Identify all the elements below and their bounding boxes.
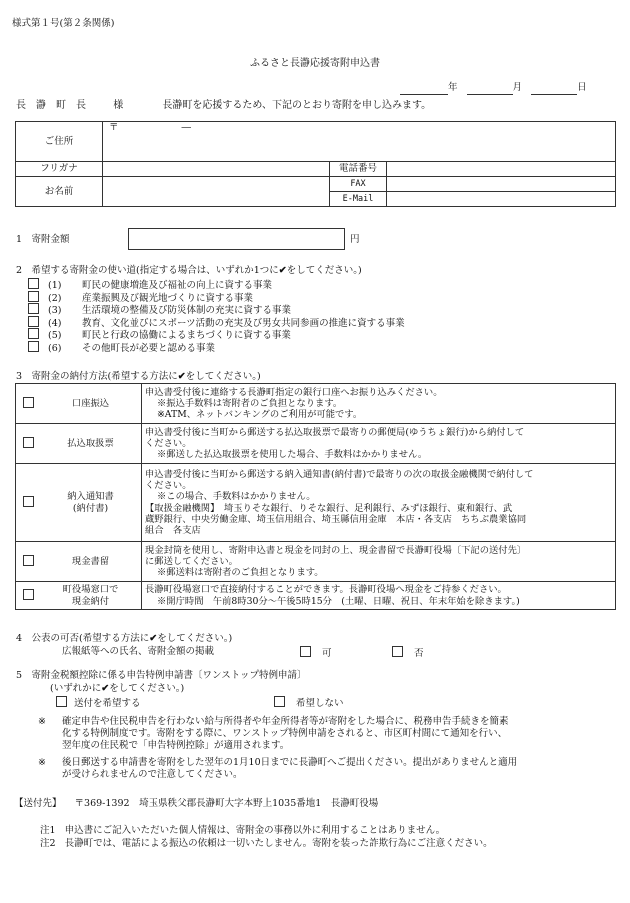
desc-line: 現金封筒を使用し、寄附申込書と現金を同封の上、現金書留で長瀞町役場〔下記の送付先〕 xyxy=(145,544,527,556)
day-label: 日 xyxy=(577,82,587,93)
onestop-note-2 xyxy=(38,757,517,781)
checkbox[interactable] xyxy=(28,303,39,314)
desc-line: ※開庁時間 午前8時30分～午後5時15分 (土曜、日曜、祝日、年末年始を除きます。) xyxy=(157,595,520,607)
addressee-line xyxy=(16,100,431,113)
usage-heading xyxy=(16,265,362,277)
usage-item-text: 生活環境の整備及び防災体制の充実に資する事業 xyxy=(82,305,292,316)
day-field[interactable] xyxy=(531,82,577,95)
usage-item-num: (4) xyxy=(48,317,62,329)
payment-method-desc xyxy=(142,384,616,424)
payment-method-name xyxy=(40,464,142,542)
payment-method-name: 現金書留 xyxy=(40,542,142,582)
onestop-sub-text: (いずれかに xyxy=(50,683,102,694)
payment-method-desc xyxy=(142,542,616,582)
payment-table xyxy=(15,383,616,610)
payment-row-postal[interactable] xyxy=(16,424,616,464)
note-mark: ※ xyxy=(38,757,46,768)
phone-field[interactable] xyxy=(387,162,616,177)
check-mark-icon: ✔ xyxy=(101,683,110,694)
desc-line: 申込書受付後に当町から郵送する納入通知書(納付書)で最寄りの次の取扱金融機関で納付して xyxy=(145,468,534,480)
furigana-field[interactable] xyxy=(103,162,330,177)
publication-heading-tail: をしてください。) xyxy=(157,633,233,644)
onestop-sub xyxy=(50,683,184,695)
usage-item-1[interactable] xyxy=(28,278,405,291)
usage-item-6[interactable] xyxy=(28,341,405,354)
amount-label: 1 寄附金額 xyxy=(16,234,70,245)
applicant-table xyxy=(15,121,616,207)
checkbox[interactable] xyxy=(28,316,39,327)
desc-line: ※この場合、手数料はかかりません。 xyxy=(157,491,316,503)
payment-heading-text: 3 寄附金の納付方法(希望する方法に xyxy=(16,371,178,382)
intro-text: 長瀞町を応援するため、下記のとおり寄附を申し込みます。 xyxy=(162,100,432,111)
usage-item-4[interactable] xyxy=(28,316,405,329)
payment-method-name xyxy=(40,582,142,610)
no-label: 希望しない xyxy=(296,698,344,709)
email-field[interactable] xyxy=(387,192,616,207)
amount-unit: 円 xyxy=(350,234,360,245)
addressee-label: 長 瀞 町 長 xyxy=(16,100,86,111)
name-field[interactable] xyxy=(103,177,330,207)
check-mark-icon: ✔ xyxy=(278,265,287,276)
payment-checkbox[interactable] xyxy=(16,424,41,464)
usage-item-2[interactable] xyxy=(28,291,405,304)
fax-field[interactable] xyxy=(387,177,616,192)
postal-mark: 〒 xyxy=(109,122,119,133)
note-line: 後日郵送する申請書を寄附をした翌年の1月10日までに長瀞町へご提出ください。提出がありませんと適用 xyxy=(62,757,518,768)
usage-heading-tail: をしてください。) xyxy=(286,265,362,276)
desc-line: 組合 各支店 xyxy=(145,525,201,537)
desc-line: ください。 xyxy=(145,437,192,449)
usage-item-3[interactable] xyxy=(28,303,405,316)
year-label: 年 xyxy=(448,82,458,93)
footnote-1 xyxy=(40,825,445,837)
onestop-no-option[interactable] xyxy=(274,696,344,710)
usage-item-num: (2) xyxy=(48,292,62,304)
desc-line: 蔵野銀行、中央労働金庫、埼玉信用組合、埼玉縣信用金庫 本店・各支店 ちちぶ農業協同 xyxy=(145,513,527,525)
usage-item-text: 教育、文化並びにスポーツ活動の充実及び男女共同参画の推進に資する事業 xyxy=(82,317,405,329)
postal-dash: ― xyxy=(181,122,192,133)
usage-item-text: 町民の健康増進及び福祉の向上に資する事業 xyxy=(82,280,273,291)
payment-row-transfer[interactable] xyxy=(16,384,616,424)
usage-item-text: 産業振興及び観光地づくりに資する事業 xyxy=(82,292,254,304)
onestop-note-1 xyxy=(38,716,509,752)
desc-line: ※郵送した払込取扱票を使用した場合、手数料はかかりません。 xyxy=(157,449,428,461)
page-title: ふるさと長瀞応援寄附申込書 xyxy=(250,58,380,69)
publication-yes-option[interactable] xyxy=(300,646,332,660)
month-field[interactable] xyxy=(467,82,513,95)
usage-item-num: (1) xyxy=(48,280,62,291)
payment-method-desc xyxy=(142,464,616,542)
usage-item-num: (5) xyxy=(48,330,62,341)
name-label: お名前 xyxy=(16,177,103,207)
address-label: ご住所 xyxy=(16,122,103,162)
payment-checkbox[interactable] xyxy=(16,464,41,542)
publication-heading xyxy=(16,633,232,645)
payment-row-cash-mail[interactable] xyxy=(16,542,616,582)
usage-item-5[interactable] xyxy=(28,328,405,341)
method-name-line: 納入通知書 xyxy=(67,491,114,503)
note-line: が受けられませんので注意してください。 xyxy=(62,768,243,780)
method-name-line: 現金納付 xyxy=(71,595,110,607)
payment-row-notice[interactable] xyxy=(16,464,616,542)
desc-line: 申込書受付後に当町から郵送する払込取扱票で最寄りの郵便局(ゆうちょ銀行)から納付して xyxy=(145,426,525,438)
payment-heading xyxy=(16,371,261,383)
publication-no-option[interactable] xyxy=(392,646,424,660)
checkbox[interactable] xyxy=(28,291,39,302)
usage-item-num: (3) xyxy=(48,305,62,316)
checkbox[interactable] xyxy=(28,341,39,352)
amount-field[interactable] xyxy=(128,228,345,250)
footnote-label: 注1 xyxy=(40,825,56,836)
form-number: 様式第１号(第２条関係) xyxy=(12,18,115,29)
phone-label: 電話番号 xyxy=(330,162,387,177)
method-name-line: 町役場窓口で xyxy=(62,584,119,596)
publication-heading-text: 4 公表の可否(希望する方法に xyxy=(16,633,150,644)
furigana-label: フリガナ xyxy=(16,162,103,177)
desc-line: に郵送してください。 xyxy=(145,555,238,567)
payment-method-name: 払込取扱票 xyxy=(40,424,142,464)
payment-row-window[interactable] xyxy=(16,582,616,610)
checkbox[interactable] xyxy=(28,278,39,289)
payment-method-desc xyxy=(142,424,616,464)
footnote-text: 申込書にご記入いただいた個人情報は、寄附金の事務以外に利用することはありません。 xyxy=(64,825,446,836)
send-to xyxy=(14,798,378,810)
usage-item-num: (6) xyxy=(48,342,62,354)
yes-label: 可 xyxy=(322,648,332,659)
payment-checkbox[interactable] xyxy=(16,542,41,582)
desc-line: 【取扱金融機関】 埼玉りそな銀行、りそな銀行、足利銀行、みずほ銀行、東和銀行、武 xyxy=(145,502,513,514)
yes-label: 送付を希望する xyxy=(74,698,141,709)
send-to-label: 【送付先】 xyxy=(14,798,62,809)
publication-item: 広報紙等への氏名、寄附金額の掲載 xyxy=(62,646,215,657)
address-field[interactable] xyxy=(103,122,616,162)
payment-method-desc xyxy=(142,582,616,610)
desc-line: 申込書受付後に連絡する長瀞町指定の銀行口座へお振り込みください。 xyxy=(145,386,443,398)
check-mark-icon: ✔ xyxy=(177,371,186,382)
note-line: 化する特例制度です。寄附をする際に、ワンストップ特例申請をされると、市区町村間にて通知を行い、 xyxy=(62,727,508,739)
payment-checkbox[interactable] xyxy=(16,384,41,424)
check-mark-icon: ✔ xyxy=(149,633,158,644)
month-label: 月 xyxy=(512,82,523,93)
desc-line: ※振込手数料は寄附者のご負担となります。 xyxy=(157,397,343,409)
footnote-label: 注2 xyxy=(40,838,56,849)
onestop-yes-option[interactable] xyxy=(56,696,141,710)
payment-heading-tail: をしてください。) xyxy=(185,371,261,382)
footnote-text: 長瀞町では、電話による振込の依頼は一切いたしません。寄附を装った詐欺行為にご注意ください。 xyxy=(64,838,493,849)
addressee-sama: 様 xyxy=(113,100,124,111)
payment-method-name: 口座振込 xyxy=(40,384,142,424)
method-name-line: (納付書) xyxy=(72,502,109,514)
onestop-sub-tail: をしてください。) xyxy=(109,683,185,694)
email-label: E-Mail xyxy=(330,192,387,207)
payment-checkbox[interactable] xyxy=(16,582,41,610)
fax-label: FAX xyxy=(330,177,387,192)
note-mark: ※ xyxy=(38,716,46,727)
no-label: 否 xyxy=(414,648,424,659)
desc-line: 長瀞町役場窓口で直接納付することができます。長瀞町役場へ現金をご持参ください。 xyxy=(145,584,507,596)
note-line: 確定申告や住民税申告を行わない給与所得者や年金所得者等が寄附をした場合に、税務申告手続きを簡素 xyxy=(62,716,509,727)
onestop-heading: 5 寄附金税額控除に係る申告特例申請書〔ワンストップ特例申請〕 xyxy=(16,670,307,681)
date-line xyxy=(400,82,587,95)
desc-line: ※ATM、ネットバンキングのご利用が可能です。 xyxy=(157,409,363,421)
footnote-2 xyxy=(40,838,493,850)
usage-item-text: 町民と行政の協働によるまちづくりに資する事業 xyxy=(82,330,291,341)
usage-item-text: その他町長が必要と認める事業 xyxy=(82,342,216,354)
desc-line: ください。 xyxy=(145,479,192,491)
usage-heading-text: 2 希望する寄附金の使い道(指定する場合は、いずれか1つに xyxy=(16,265,279,276)
usage-list xyxy=(28,278,405,353)
send-to-address: 〒369-1392 埼玉県秩父郡長瀞町大字本野上1035番地1 長瀞町役場 xyxy=(74,798,379,809)
desc-line: ※郵送料は寄附者のご負担となります。 xyxy=(157,567,324,579)
checkbox[interactable] xyxy=(28,328,39,339)
year-field[interactable] xyxy=(400,82,448,95)
note-line: 翌年度の住民税で「申告特例控除」が適用されます。 xyxy=(62,739,290,751)
